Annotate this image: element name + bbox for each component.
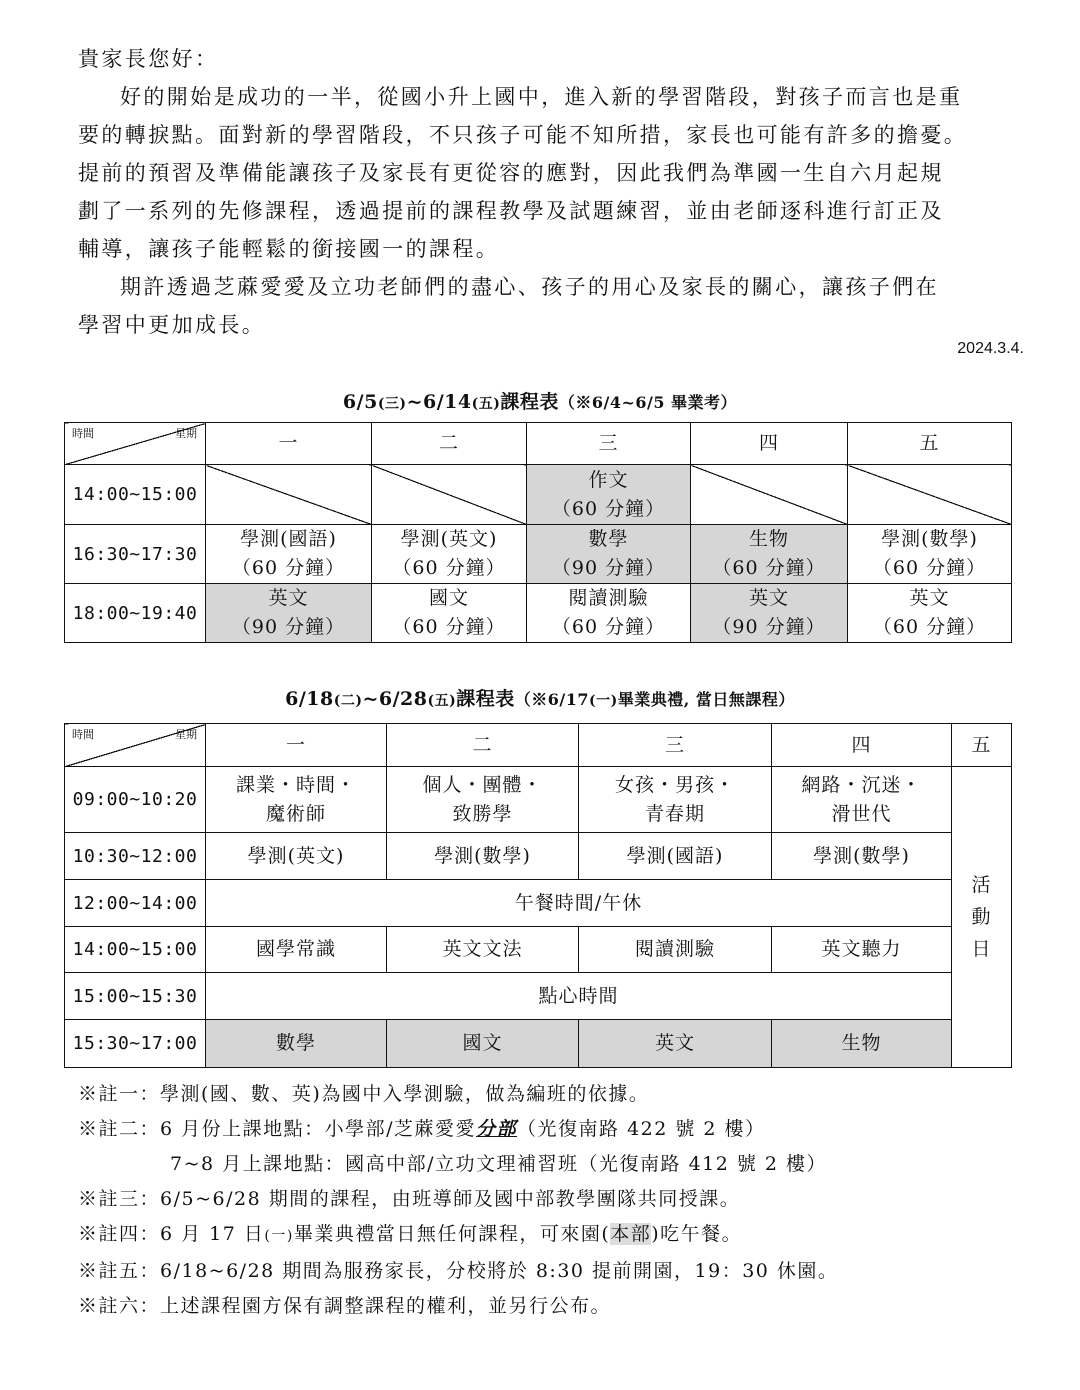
course-cell (527, 525, 691, 584)
table2-title (0, 684, 1080, 711)
day-header: 五 (952, 724, 1012, 767)
day-header: 四 (691, 423, 848, 465)
corner-day-label: 星期 (175, 427, 197, 440)
paragraph-line: 提前的預習及準備能讓孩子及家長有更從容的應對，因此我們為準國一生自六月起規 (78, 161, 944, 185)
course-cell (387, 767, 579, 833)
note-text: )吃午餐。 (651, 1223, 743, 1245)
course-cell: 國學常識 (206, 927, 387, 973)
note-2-continued: 7~8 月上課地點：國高中部/立功文理補習班（光復南路 412 號 2 樓） (170, 1153, 828, 1175)
course-line: 滑世代 (831, 802, 892, 825)
course-cell: 英文聽力 (772, 927, 952, 973)
table-header-row (65, 724, 1012, 767)
time-cell: 12:00~14:00 (65, 880, 206, 927)
table-row (65, 1020, 1012, 1068)
course-duration: （60 分鐘） (551, 616, 666, 638)
corner-time-label: 時間 (72, 427, 94, 440)
course-cell (372, 525, 527, 584)
course-cell (772, 767, 952, 833)
course-duration: （60 分鐘） (872, 557, 987, 579)
course-cell (206, 525, 372, 584)
course-name: 作文 (588, 468, 629, 491)
course-cell (579, 767, 772, 833)
table1-title (0, 387, 1080, 414)
title-date: 6/5 (342, 391, 378, 413)
note-1: ※註一：學測(國、數、英)為國中入學測驗，做為編班的依據。 (78, 1083, 650, 1105)
table-row (65, 584, 1012, 643)
course-cell (848, 525, 1012, 584)
course-name: 學測(數學) (881, 528, 978, 550)
time-cell: 15:30~17:00 (65, 1020, 206, 1068)
title-weekday: (二) (333, 693, 363, 709)
course-name: 閱讀測驗 (568, 587, 649, 609)
course-line: 魔術師 (265, 802, 326, 825)
note-emphasis: 分部 (476, 1118, 518, 1140)
course-cell (527, 465, 691, 525)
note-6: ※註六：上述課程園方保有調整課程的權利，並另行公布。 (78, 1295, 612, 1317)
corner-cell (65, 724, 206, 767)
day-header: 二 (372, 423, 527, 465)
course-cell: 閱讀測驗 (579, 927, 772, 973)
title-weekday: (一) (589, 693, 618, 709)
title-label: 課程表 (500, 391, 559, 413)
course-name: 英文 (268, 587, 309, 609)
course-name: 學測(國語) (240, 528, 337, 550)
title-weekday: (五) (471, 396, 501, 412)
course-duration: （90 分鐘） (231, 616, 346, 638)
course-name: 英文 (748, 587, 789, 609)
empty-slot (691, 465, 848, 525)
title-weekday: (三) (377, 396, 407, 412)
title-date: 6/18 (285, 688, 334, 710)
course-cell (691, 525, 848, 584)
paragraph-line: 好的開始是成功的一半，從國小升上國中，進入新的學習階段，對孩子而言也是重 (120, 85, 963, 109)
course-name: 國文 (428, 587, 469, 609)
course-cell: 數學 (206, 1020, 387, 1068)
course-duration: （60 分鐘） (712, 557, 826, 579)
corner-day-label: 星期 (175, 728, 197, 741)
note-2 (78, 1112, 1058, 1147)
table-row (65, 880, 1012, 927)
time-cell: 14:00~15:00 (65, 465, 206, 525)
corner-cell (65, 423, 206, 465)
table-row (65, 927, 1012, 973)
table-row (65, 833, 1012, 880)
course-cell (372, 584, 527, 643)
day-header: 四 (772, 724, 952, 767)
course-name: 生物 (748, 528, 789, 550)
paragraph-line: 輔導，讓孩子能輕鬆的銜接國一的課程。 (78, 237, 500, 261)
course-cell: 英文文法 (387, 927, 579, 973)
course-name: 英文 (909, 587, 950, 609)
course-line: 致勝學 (452, 802, 513, 825)
title-weekday: (五) (427, 693, 457, 709)
snack-break-cell: 點心時間 (206, 973, 952, 1020)
time-cell: 14:00~15:00 (65, 927, 206, 973)
table-row (65, 525, 1012, 584)
schedule-table-2 (64, 723, 1012, 1068)
day-header: 一 (206, 423, 372, 465)
day-header: 一 (206, 724, 387, 767)
friday-activity-label: 活動日 (971, 874, 992, 960)
course-cell (527, 584, 691, 643)
course-cell: 英文 (579, 1020, 772, 1068)
course-cell: 學測(國語) (579, 833, 772, 880)
paragraph-line: 劃了一系列的先修課程，透過提前的課程教學及試題練習，並由老師逐科進行訂正及 (78, 199, 944, 223)
lunch-break-cell: 午餐時間/午休 (206, 880, 952, 927)
course-cell: 國文 (387, 1020, 579, 1068)
day-header: 二 (387, 724, 579, 767)
letter-date: 2024.3.4. (957, 340, 1024, 357)
course-name: 數學 (588, 528, 629, 550)
table-row (65, 767, 1012, 833)
course-duration: （60 分鐘） (872, 616, 987, 638)
empty-slot (206, 465, 372, 525)
day-header: 五 (848, 423, 1012, 465)
empty-slot (372, 465, 527, 525)
course-duration: （60 分鐘） (231, 557, 346, 579)
course-duration: （90 分鐘） (712, 616, 826, 638)
title-note: （※6/17 (514, 690, 589, 709)
course-line: 青春期 (644, 802, 705, 825)
course-cell (691, 584, 848, 643)
notes (78, 1077, 1058, 1324)
table-header-row (65, 423, 1012, 465)
course-cell: 生物 (772, 1020, 952, 1068)
course-cell (206, 767, 387, 833)
course-cell: 學測(數學) (772, 833, 952, 880)
course-cell (848, 584, 1012, 643)
title-date: 6/14 (422, 391, 472, 413)
course-duration: （60 分鐘） (392, 557, 506, 579)
note-text: ※註四：6 月 17 日 (78, 1223, 265, 1245)
greeting: 貴家長您好： (78, 47, 219, 71)
title-sep: ~ (406, 391, 423, 413)
schedule-table-1 (64, 422, 1012, 643)
course-cell: 學測(數學) (387, 833, 579, 880)
day-header: 三 (527, 423, 691, 465)
course-line: 女孩・男孩・ (614, 773, 735, 796)
note-4 (78, 1217, 1058, 1254)
time-cell: 10:30~12:00 (65, 833, 206, 880)
table-row (65, 465, 1012, 525)
time-cell: 15:00~15:30 (65, 973, 206, 1020)
note-highlight: 本部 (610, 1223, 652, 1245)
title-note: 畢業典禮, 當日無課程） (617, 690, 795, 709)
note-text: 畢業典禮當日無任何課程，可來園( (293, 1223, 611, 1245)
course-line: 課業・時間・ (235, 773, 356, 796)
course-line: 網路・沉迷・ (801, 773, 922, 796)
title-date: 6/28 (378, 688, 428, 710)
note-3: ※註三：6/5~6/28 期間的課程，由班導師及國中部教學團隊共同授課。 (78, 1188, 741, 1210)
corner-time-label: 時間 (72, 728, 94, 741)
note-text: （光復南路 422 號 2 樓） (517, 1118, 766, 1140)
friday-activity-cell (952, 767, 1012, 1068)
paragraph-line: 要的轉捩點。面對新的學習階段，不只孩子可能不知所措，家長也可能有許多的擔憂。 (78, 123, 968, 147)
day-header: 三 (579, 724, 772, 767)
course-duration: （60 分鐘） (392, 616, 506, 638)
table-row (65, 973, 1012, 1020)
time-cell: 18:00~19:40 (65, 584, 206, 643)
note-weekday: (一) (264, 1228, 294, 1244)
letter (78, 40, 1028, 344)
paragraph-line: 學習中更加成長。 (78, 313, 266, 337)
title-label: 課程表 (456, 688, 515, 710)
time-cell: 09:00~10:20 (65, 767, 206, 833)
paragraph-line: 期許透過芝蔴愛愛及立功老師們的盡心、孩子的用心及家長的關心，讓孩子們在 (120, 275, 939, 299)
course-cell (206, 584, 372, 643)
title-note: （※6/4~6/5 畢業考） (558, 393, 738, 412)
title-sep: ~ (362, 688, 379, 710)
course-line: 個人・團體・ (422, 773, 543, 796)
note-5: ※註五：6/18~6/28 期間為服務家長，分校將於 8:30 提前開園，19：30 休園。 (78, 1260, 839, 1282)
note-text: ※註二：6 月份上課地點：小學部/芝蔴愛愛 (78, 1118, 477, 1140)
course-name: 學測(英文) (400, 528, 498, 550)
course-duration: （60 分鐘） (551, 497, 666, 520)
empty-slot (848, 465, 1012, 525)
course-cell: 學測(英文) (206, 833, 387, 880)
course-duration: （90 分鐘） (551, 557, 666, 579)
time-cell: 16:30~17:30 (65, 525, 206, 584)
